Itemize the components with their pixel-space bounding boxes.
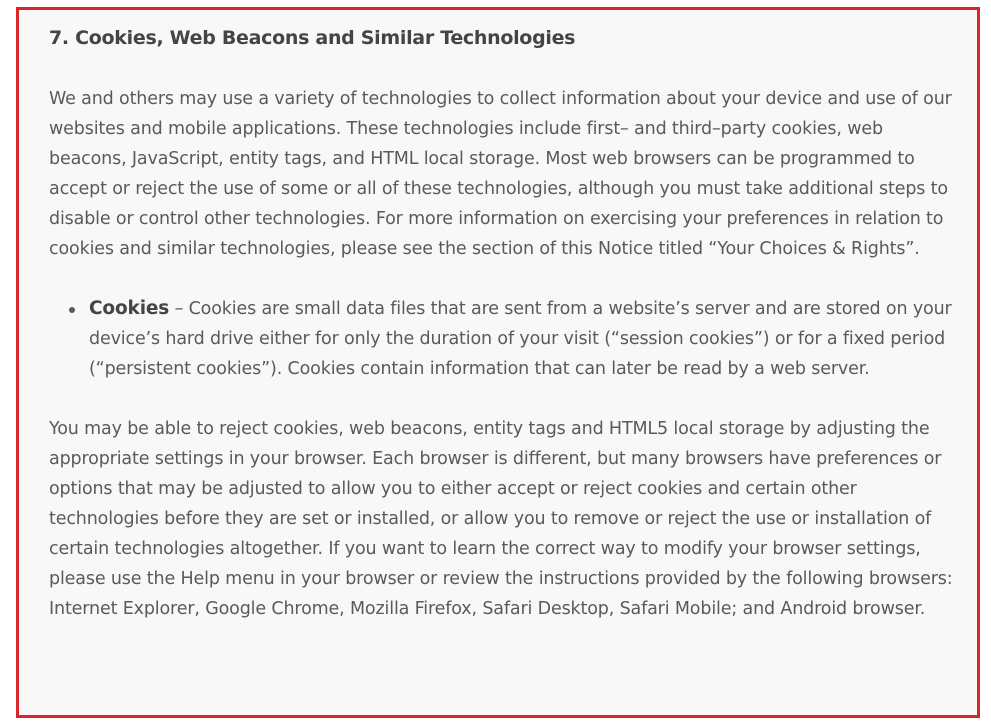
policy-section [49, 24, 959, 624]
list-item-term: Cookies [89, 298, 170, 319]
list-item-description: – Cookies are small data files that are sent from a website’s server and are stored on your device’s hard drive either for only the duration of your visit (“session cookies”) or for a fixed period (“persistent cookies”). Cookies contain information that can later be read by a web server. [89, 299, 952, 379]
highlight-frame [16, 7, 980, 718]
section-heading: 7. Cookies, Web Beacons and Similar Technologies [49, 27, 576, 49]
technology-list [49, 294, 959, 384]
intro-paragraph: We and others may use a variety of technologies to collect information about your device and use of our websites and mobile applications. These technologies include first– and third–party cookies, web beacons, JavaScript, entity tags, and HTML local storage. Most web browsers can be programmed to accept or reject the use of some or all of these technologies, although you must take additional steps to disable or control other technologies. For more information on exercising your preferences in relation to cookies and similar technologies, please see the section of this Notice titled “Your Choices & Rights”. [49, 89, 952, 259]
bullet-icon [69, 307, 75, 313]
browser-settings-paragraph: You may be able to reject cookies, web beacons, entity tags and HTML5 local storage by adjusting the appropriate settings in your browser. Each browser is different, but many browsers have preferences or options that may be adjusted to allow you to either accept or reject cookies and certain other technologies before they are set or installed, or allow you to remove or reject the use or installation of certain technologies altogether. If you want to learn the correct way to modify your browser settings, please use the Help menu in your browser or review the instructions provided by the following browsers: Internet Explorer, Google Chrome, Mozilla Firefox, Safari Desktop, Safari Mobile; and Android browser. [49, 419, 953, 619]
list-item-cookies [89, 294, 959, 384]
